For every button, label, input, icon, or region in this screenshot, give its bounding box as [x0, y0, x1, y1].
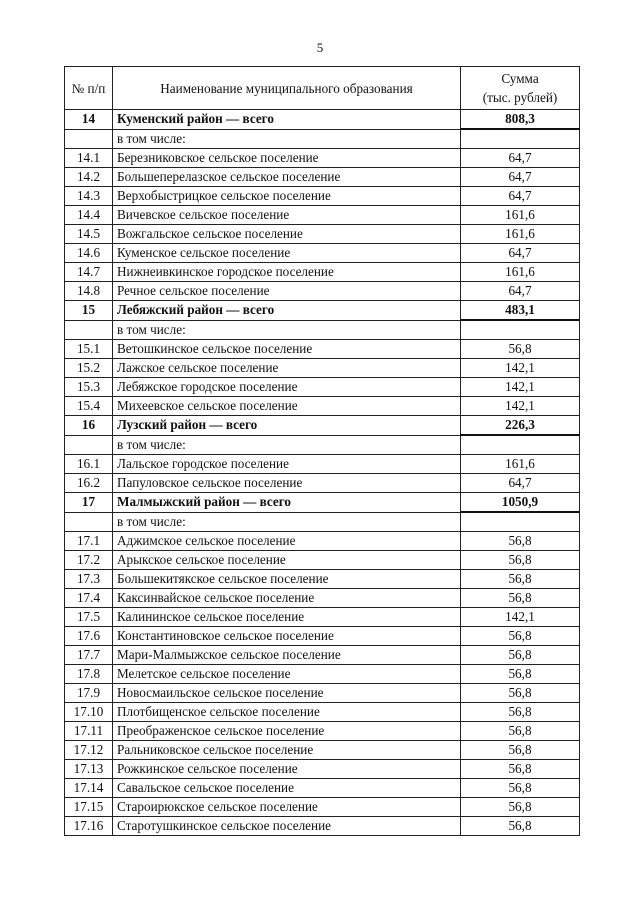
- header-name: Наименование муниципального образования: [113, 67, 461, 110]
- table-row: [65, 760, 580, 779]
- row-name-cell: Куменский район — всего: [113, 110, 461, 130]
- row-number-cell: 14.1: [65, 149, 113, 168]
- row-number-cell: 16.1: [65, 455, 113, 474]
- table-row: [65, 646, 580, 665]
- table-body: [65, 110, 580, 836]
- row-number-cell: 14: [65, 110, 113, 130]
- row-number-cell: 16.2: [65, 474, 113, 493]
- row-number-cell: 15: [65, 301, 113, 321]
- row-sum-cell: 142,1: [461, 359, 580, 378]
- row-sum-cell: 64,7: [461, 149, 580, 168]
- row-name-cell: Лебяжский район — всего: [113, 301, 461, 321]
- row-name-cell: Мелетское сельское поселение: [113, 665, 461, 684]
- table-row: [65, 149, 580, 168]
- row-number-cell: 17.5: [65, 608, 113, 627]
- row-sum-cell: 161,6: [461, 455, 580, 474]
- row-sum-cell: 483,1: [461, 301, 580, 321]
- row-name-cell: Каксинвайское сельское поселение: [113, 589, 461, 608]
- table-row: [65, 244, 580, 263]
- row-number-cell: 17.15: [65, 798, 113, 817]
- row-number-cell: 17.6: [65, 627, 113, 646]
- row-name-cell: Большеперелазское сельское поселение: [113, 168, 461, 187]
- row-number-cell: 15.1: [65, 340, 113, 359]
- table-row: [65, 474, 580, 493]
- row-number-cell: 17.10: [65, 703, 113, 722]
- row-name-cell: Речное сельское поселение: [113, 282, 461, 301]
- table-row: [65, 684, 580, 703]
- row-name-cell: Ральниковское сельское поселение: [113, 741, 461, 760]
- row-number-cell: 17: [65, 493, 113, 513]
- row-name-cell: Нижнеивкинское городское поселение: [113, 263, 461, 282]
- row-sum-cell: 161,6: [461, 263, 580, 282]
- row-sum-cell: 161,6: [461, 225, 580, 244]
- row-name-cell: Константиновское сельское поселение: [113, 627, 461, 646]
- row-sum-cell: 142,1: [461, 378, 580, 397]
- row-sum-cell: 64,7: [461, 244, 580, 263]
- row-name-cell: Арыкское сельское поселение: [113, 551, 461, 570]
- row-number-cell: 17.16: [65, 817, 113, 836]
- table-row: [65, 741, 580, 760]
- row-sum-cell: 56,8: [461, 798, 580, 817]
- table-row: [65, 779, 580, 798]
- row-sum-cell: 56,8: [461, 817, 580, 836]
- row-name-cell: Верхобыстрицкое сельское поселение: [113, 187, 461, 206]
- row-name-cell: в том числе:: [113, 435, 461, 455]
- table-row: [65, 455, 580, 474]
- table-row: [65, 703, 580, 722]
- row-number-cell: 17.9: [65, 684, 113, 703]
- table-row: [65, 168, 580, 187]
- district-total-row: [65, 301, 580, 321]
- row-name-cell: Преображенское сельское поселение: [113, 722, 461, 741]
- row-sum-cell: 56,8: [461, 532, 580, 551]
- table-row: [65, 225, 580, 244]
- table-header: [65, 67, 580, 110]
- row-name-cell: Плотбищенское сельское поселение: [113, 703, 461, 722]
- row-name-cell: Лебяжское городское поселение: [113, 378, 461, 397]
- row-number-cell: 15.2: [65, 359, 113, 378]
- table-row: [65, 187, 580, 206]
- table-row: [65, 397, 580, 416]
- row-sum-cell: 142,1: [461, 397, 580, 416]
- row-number-cell: 17.8: [65, 665, 113, 684]
- subheading-row: [65, 129, 580, 149]
- row-number-cell: 17.7: [65, 646, 113, 665]
- row-sum-cell: 56,8: [461, 589, 580, 608]
- table-row: [65, 589, 580, 608]
- header-sum-line2: (тыс. рублей): [482, 90, 558, 105]
- row-name-cell: Рожкинское сельское поселение: [113, 760, 461, 779]
- row-sum-cell: 56,8: [461, 703, 580, 722]
- row-sum-cell: 56,8: [461, 627, 580, 646]
- table-row: [65, 570, 580, 589]
- header-row: [65, 67, 580, 110]
- table-row: [65, 263, 580, 282]
- row-number-cell: 17.12: [65, 741, 113, 760]
- row-name-cell: Большекитякское сельское поселение: [113, 570, 461, 589]
- row-name-cell: Лажское сельское поселение: [113, 359, 461, 378]
- row-number-cell: [65, 435, 113, 455]
- row-number-cell: [65, 512, 113, 532]
- row-number-cell: 17.13: [65, 760, 113, 779]
- table-row: [65, 798, 580, 817]
- row-number-cell: 17.3: [65, 570, 113, 589]
- row-sum-cell: 808,3: [461, 110, 580, 130]
- row-number-cell: 17.14: [65, 779, 113, 798]
- header-sum-line1: Сумма: [501, 71, 539, 86]
- subheading-row: [65, 435, 580, 455]
- row-sum-cell: 142,1: [461, 608, 580, 627]
- row-number-cell: 14.4: [65, 206, 113, 225]
- row-sum-cell: 56,8: [461, 684, 580, 703]
- row-sum-cell: 56,8: [461, 340, 580, 359]
- table-row: [65, 817, 580, 836]
- row-name-cell: Лузский район — всего: [113, 416, 461, 436]
- subheading-row: [65, 320, 580, 340]
- row-sum-cell: 161,6: [461, 206, 580, 225]
- header-num: № п/п: [65, 67, 113, 110]
- row-number-cell: 17.4: [65, 589, 113, 608]
- table-row: [65, 359, 580, 378]
- row-number-cell: 17.1: [65, 532, 113, 551]
- table-row: [65, 665, 580, 684]
- row-name-cell: Аджимское сельское поселение: [113, 532, 461, 551]
- row-name-cell: Калининское сельское поселение: [113, 608, 461, 627]
- row-sum-cell: 226,3: [461, 416, 580, 436]
- table-row: [65, 206, 580, 225]
- row-name-cell: Березниковское сельское поселение: [113, 149, 461, 168]
- row-name-cell: Вичевское сельское поселение: [113, 206, 461, 225]
- subheading-row: [65, 512, 580, 532]
- row-number-cell: [65, 129, 113, 149]
- row-sum-cell: [461, 435, 580, 455]
- row-sum-cell: 56,8: [461, 741, 580, 760]
- row-number-cell: 15.3: [65, 378, 113, 397]
- row-sum-cell: 56,8: [461, 760, 580, 779]
- row-sum-cell: [461, 512, 580, 532]
- table-row: [65, 378, 580, 397]
- row-sum-cell: 64,7: [461, 282, 580, 301]
- row-sum-cell: 56,8: [461, 665, 580, 684]
- row-name-cell: Вожгальское сельское поселение: [113, 225, 461, 244]
- row-number-cell: 14.3: [65, 187, 113, 206]
- row-number-cell: 14.2: [65, 168, 113, 187]
- table-row: [65, 722, 580, 741]
- row-name-cell: Староирюкское сельское поселение: [113, 798, 461, 817]
- district-total-row: [65, 110, 580, 130]
- district-total-row: [65, 416, 580, 436]
- row-name-cell: Ветошкинское сельское поселение: [113, 340, 461, 359]
- row-number-cell: 14.8: [65, 282, 113, 301]
- row-number-cell: 14.7: [65, 263, 113, 282]
- row-name-cell: Малмыжский район — всего: [113, 493, 461, 513]
- district-total-row: [65, 493, 580, 513]
- row-number-cell: 15.4: [65, 397, 113, 416]
- row-number-cell: 14.6: [65, 244, 113, 263]
- row-number-cell: 17.11: [65, 722, 113, 741]
- table-row: [65, 608, 580, 627]
- row-name-cell: Михеевское сельское поселение: [113, 397, 461, 416]
- row-name-cell: Мари-Малмыжское сельское поселение: [113, 646, 461, 665]
- table-row: [65, 551, 580, 570]
- row-number-cell: 14.5: [65, 225, 113, 244]
- table-row: [65, 340, 580, 359]
- row-sum-cell: 56,8: [461, 551, 580, 570]
- row-name-cell: Новосмаильское сельское поселение: [113, 684, 461, 703]
- row-number-cell: [65, 320, 113, 340]
- row-sum-cell: 64,7: [461, 168, 580, 187]
- row-name-cell: в том числе:: [113, 129, 461, 149]
- row-number-cell: 17.2: [65, 551, 113, 570]
- row-name-cell: в том числе:: [113, 512, 461, 532]
- row-name-cell: Папуловское сельское поселение: [113, 474, 461, 493]
- table-row: [65, 532, 580, 551]
- row-sum-cell: 64,7: [461, 187, 580, 206]
- row-sum-cell: [461, 320, 580, 340]
- header-sum: [461, 67, 580, 110]
- row-name-cell: Куменское сельское поселение: [113, 244, 461, 263]
- table-row: [65, 282, 580, 301]
- row-number-cell: 16: [65, 416, 113, 436]
- row-sum-cell: 56,8: [461, 722, 580, 741]
- row-sum-cell: 64,7: [461, 474, 580, 493]
- row-name-cell: Старотушкинское сельское поселение: [113, 817, 461, 836]
- row-sum-cell: [461, 129, 580, 149]
- page-number: 5: [316, 40, 324, 55]
- allocation-table: [64, 66, 580, 836]
- row-sum-cell: 56,8: [461, 779, 580, 798]
- row-sum-cell: 1050,9: [461, 493, 580, 513]
- table-row: [65, 627, 580, 646]
- row-name-cell: в том числе:: [113, 320, 461, 340]
- row-sum-cell: 56,8: [461, 646, 580, 665]
- row-sum-cell: 56,8: [461, 570, 580, 589]
- row-name-cell: Лальское городское поселение: [113, 455, 461, 474]
- row-name-cell: Савальское сельское поселение: [113, 779, 461, 798]
